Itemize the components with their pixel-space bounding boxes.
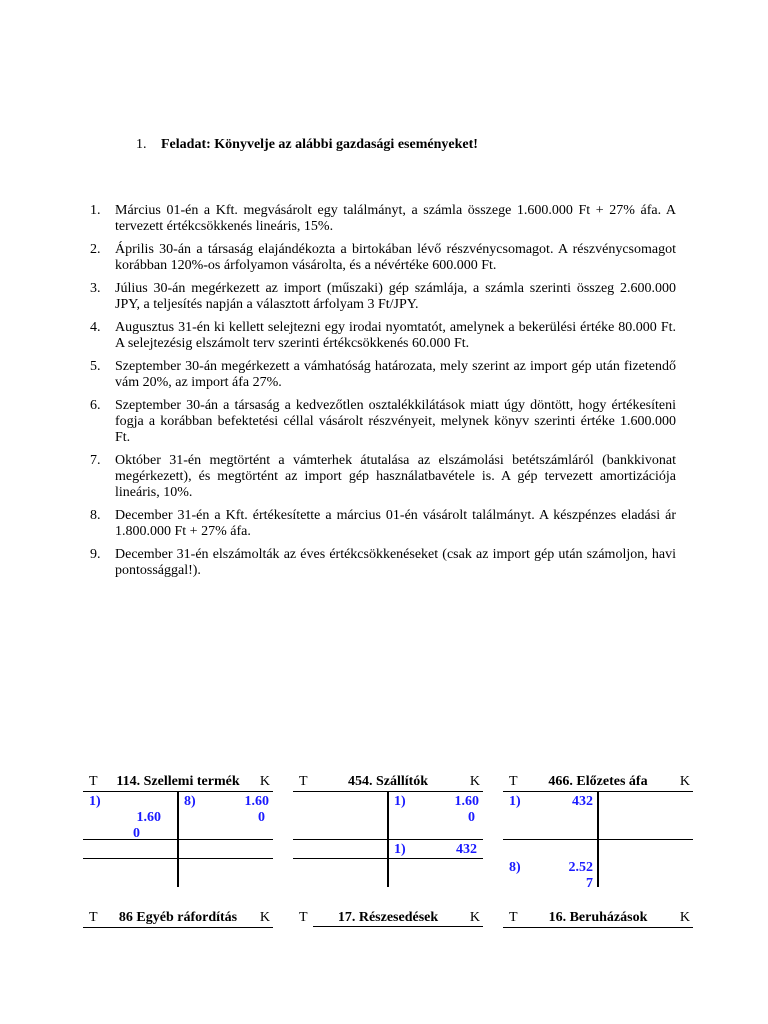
t-account-rule bbox=[293, 858, 483, 859]
t-account-114 bbox=[83, 774, 273, 887]
amount-line: 1.60 bbox=[454, 794, 479, 809]
amount-line: 0 bbox=[468, 810, 475, 825]
k-label: K bbox=[679, 910, 690, 925]
t-account-rule bbox=[503, 839, 693, 840]
event-number: 8. bbox=[90, 508, 101, 523]
t-account-body bbox=[503, 792, 693, 891]
t-account-header bbox=[503, 774, 693, 792]
account-name: 17. Részesedések bbox=[337, 910, 439, 925]
t-account-body bbox=[293, 792, 483, 887]
amount-line: 2.52 bbox=[568, 860, 593, 875]
event-item bbox=[0, 398, 676, 446]
debit-entry-amount bbox=[553, 794, 593, 810]
t-account-header bbox=[293, 910, 483, 927]
event-item bbox=[0, 453, 676, 501]
event-item bbox=[0, 320, 676, 352]
event-text: Szeptember 30-án a társaság a kedvezőtlen osztalékkilátások miatt úgy döntött, hogy értékesíteni fogja a korábban befektetési céllal vásárolt részvényeit, melynek könyv szerinti értéke 1.600.000 Ft. bbox=[115, 398, 676, 445]
event-text: Április 30-án a társaság elajándékozta a birtokában lévő részvénycsomagot. A részvénycsomagot korábban 120%-os árfolyamon vásárolta, és a névértéke 600.000 Ft. bbox=[115, 242, 676, 273]
credit-entry-ref: 8) bbox=[184, 794, 196, 809]
task-number: 1. bbox=[136, 137, 147, 152]
k-label: K bbox=[469, 774, 480, 789]
event-number: 7. bbox=[90, 453, 101, 468]
event-number: 4. bbox=[90, 320, 101, 335]
event-item bbox=[0, 359, 676, 391]
debit-entry-amount bbox=[553, 860, 593, 892]
event-item bbox=[0, 547, 676, 579]
t-account-454 bbox=[293, 774, 483, 887]
amount-line: 1.60 bbox=[244, 794, 269, 809]
event-item bbox=[0, 281, 676, 313]
t-label: T bbox=[509, 774, 518, 789]
t-account-rule bbox=[293, 839, 483, 840]
event-text: Szeptember 30-án megérkezett a vámhatóság határozata, mely szerint az import gép után fizetendő vám 20%, az import áfa 27%. bbox=[115, 359, 676, 390]
debit-entry-ref: 8) bbox=[509, 860, 521, 875]
event-text: December 31-én elszámolták az éves értékcsökkenéseket (csak az import gép után számoljon, havi pontossággal!). bbox=[115, 547, 676, 578]
task-title-text: Feladat: Könyvelje az alábbi gazdasági eseményeket! bbox=[161, 137, 478, 152]
event-number: 9. bbox=[90, 547, 101, 562]
k-label: K bbox=[679, 774, 690, 789]
account-name: 454. Szállítók bbox=[347, 774, 429, 789]
event-list bbox=[0, 203, 676, 586]
amount-line: 7 bbox=[586, 876, 593, 891]
event-number: 3. bbox=[90, 281, 101, 296]
credit-entry-ref: 1) bbox=[394, 794, 406, 809]
event-text: December 31-én a Kft. értékesítette a március 01-én vásárolt találmányt. A készpénzes eladási ár 1.800.000 Ft + 27% áfa. bbox=[115, 508, 676, 539]
amount-line: 0 bbox=[133, 826, 140, 841]
amount-line: 1.60 bbox=[136, 810, 161, 825]
amount-line: 432 bbox=[572, 794, 593, 809]
k-label: K bbox=[259, 910, 270, 925]
t-account-16 bbox=[503, 910, 693, 928]
t-label: T bbox=[89, 774, 98, 789]
amount-line: 432 bbox=[456, 842, 477, 857]
credit-entry-amount bbox=[443, 842, 477, 858]
account-name: 86 Egyéb ráfordítás bbox=[118, 910, 238, 925]
amount-line: 0 bbox=[258, 810, 265, 825]
event-number: 6. bbox=[90, 398, 101, 413]
task-title bbox=[136, 137, 478, 153]
event-item bbox=[0, 242, 676, 274]
t-account-header bbox=[83, 774, 273, 792]
debit-entry-ref: 1) bbox=[89, 794, 101, 809]
event-text: Október 31-én megtörtént a vámterhek átutalása az elszámolási betétszámláról (bankkivonat megérkezett), és megtörtént az import gép használatbavétele is. A gép tervezett amortizációja lineáris, 10%. bbox=[115, 453, 676, 500]
t-label: T bbox=[509, 910, 518, 925]
t-label: T bbox=[299, 910, 308, 925]
k-label: K bbox=[469, 910, 480, 925]
t-account-rule bbox=[313, 926, 483, 928]
t-account-header bbox=[83, 910, 273, 928]
debit-entry-amount bbox=[133, 810, 161, 842]
t-account-17 bbox=[293, 910, 483, 927]
k-label: K bbox=[259, 774, 270, 789]
event-item bbox=[0, 203, 676, 235]
account-name: 114. Szellemi termék bbox=[116, 774, 240, 789]
event-text: Július 30-án megérkezett az import (műszaki) gép számlája, a számla szerinti összeg 2.600.000 JPY, a teljesítés napján a választott árfolyam 3 Ft/JPY. bbox=[115, 281, 676, 312]
event-text: Március 01-én a Kft. megvásárolt egy találmányt, a számla összege 1.600.000 Ft + 27% áfa. A tervezett értékcsökkenés lineáris, 15%. bbox=[115, 203, 676, 234]
debit-entry-ref: 1) bbox=[509, 794, 521, 809]
credit-entry-amount bbox=[443, 794, 479, 826]
t-label: T bbox=[89, 910, 98, 925]
t-account-rule bbox=[83, 839, 273, 840]
event-item bbox=[0, 508, 676, 540]
event-text: Augusztus 31-én ki kellett selejtezni egy irodai nyomtatót, amelynek a bekerülési értéke 80.000 Ft. A selejtezésig elszámolt terv szerinti értékcsökkenés 60.000 Ft. bbox=[115, 320, 676, 351]
t-account-86 bbox=[83, 910, 273, 928]
credit-entry-ref: 1) bbox=[394, 842, 406, 857]
account-name: 16. Beruházások bbox=[548, 910, 648, 925]
t-account-466 bbox=[503, 774, 693, 891]
t-account-header bbox=[293, 774, 483, 792]
event-number: 2. bbox=[90, 242, 101, 257]
t-account-rule bbox=[83, 858, 273, 859]
t-account-body bbox=[83, 792, 273, 887]
account-name: 466. Előzetes áfa bbox=[548, 774, 648, 789]
t-label: T bbox=[299, 774, 308, 789]
event-number: 1. bbox=[90, 203, 101, 218]
event-number: 5. bbox=[90, 359, 101, 374]
credit-entry-amount bbox=[233, 794, 269, 826]
t-account-header bbox=[503, 910, 693, 928]
